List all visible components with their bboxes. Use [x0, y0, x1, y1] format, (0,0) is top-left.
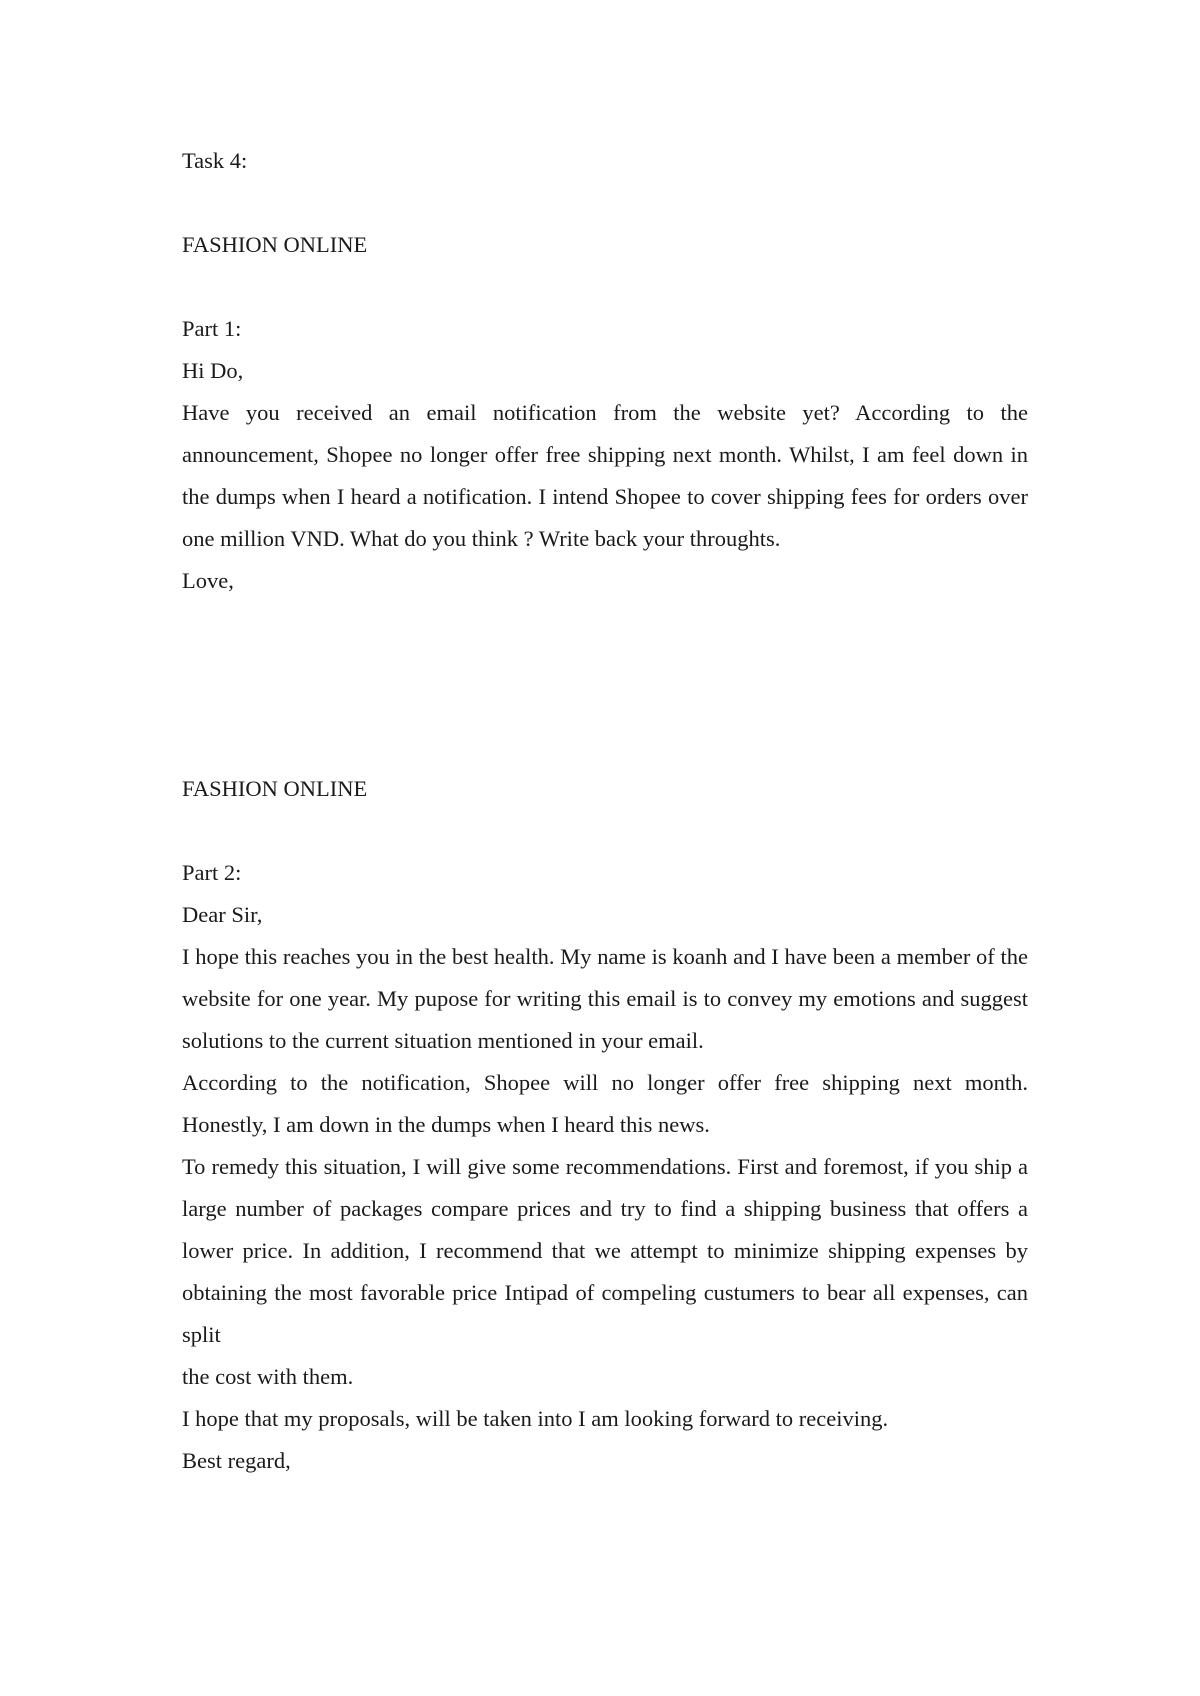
- part1-label: Part 1:: [182, 316, 242, 341]
- part2-closing: Best regard,: [182, 1448, 291, 1473]
- part1-closing: Love,: [182, 568, 234, 593]
- part2-paragraph-2: According to the notification, Shopee will no longer offer free shipping next month. Honestly, I am down in the dumps when I heard this news.: [182, 1070, 1028, 1137]
- part1-heading: FASHION ONLINE: [182, 232, 368, 257]
- part2-paragraph-4: I hope that my proposals, will be taken into I am looking forward to receiving.: [182, 1406, 889, 1431]
- part2-heading: FASHION ONLINE: [182, 776, 368, 801]
- task-title: Task 4:: [182, 148, 248, 173]
- part1-body: Have you received an email notification from the website yet? According to the announcement, Shopee no longer offer free shipping next month. Whilst, I am feel down in the dumps when I heard a notification. I intend Shopee to cover shipping fees for orders over one million VND. What do you think ? Write back your throughts.: [182, 400, 1028, 551]
- part1-greeting: Hi Do,: [182, 358, 244, 383]
- part2-greeting: Dear Sir,: [182, 902, 263, 927]
- document-body: [182, 140, 1028, 1482]
- part2-paragraph-3-continued: the cost with them.: [182, 1364, 354, 1389]
- part2-label: Part 2:: [182, 860, 242, 885]
- part2-paragraph-1: I hope this reaches you in the best health. My name is koanh and I have been a member of the website for one year. My pupose for writing this email is to convey my emotions and suggest solutions to the current situation mentioned in your email.: [182, 944, 1028, 1053]
- part2-paragraph-3: To remedy this situation, I will give some recommendations. First and foremost, if you ship a large number of packages compare prices and try to find a shipping business that offers a lower price. In addition, I recommend that we attempt to minimize shipping expenses by obtaining the most favorable price Intipad of compeling custumers to bear all expenses, can split: [182, 1154, 1028, 1347]
